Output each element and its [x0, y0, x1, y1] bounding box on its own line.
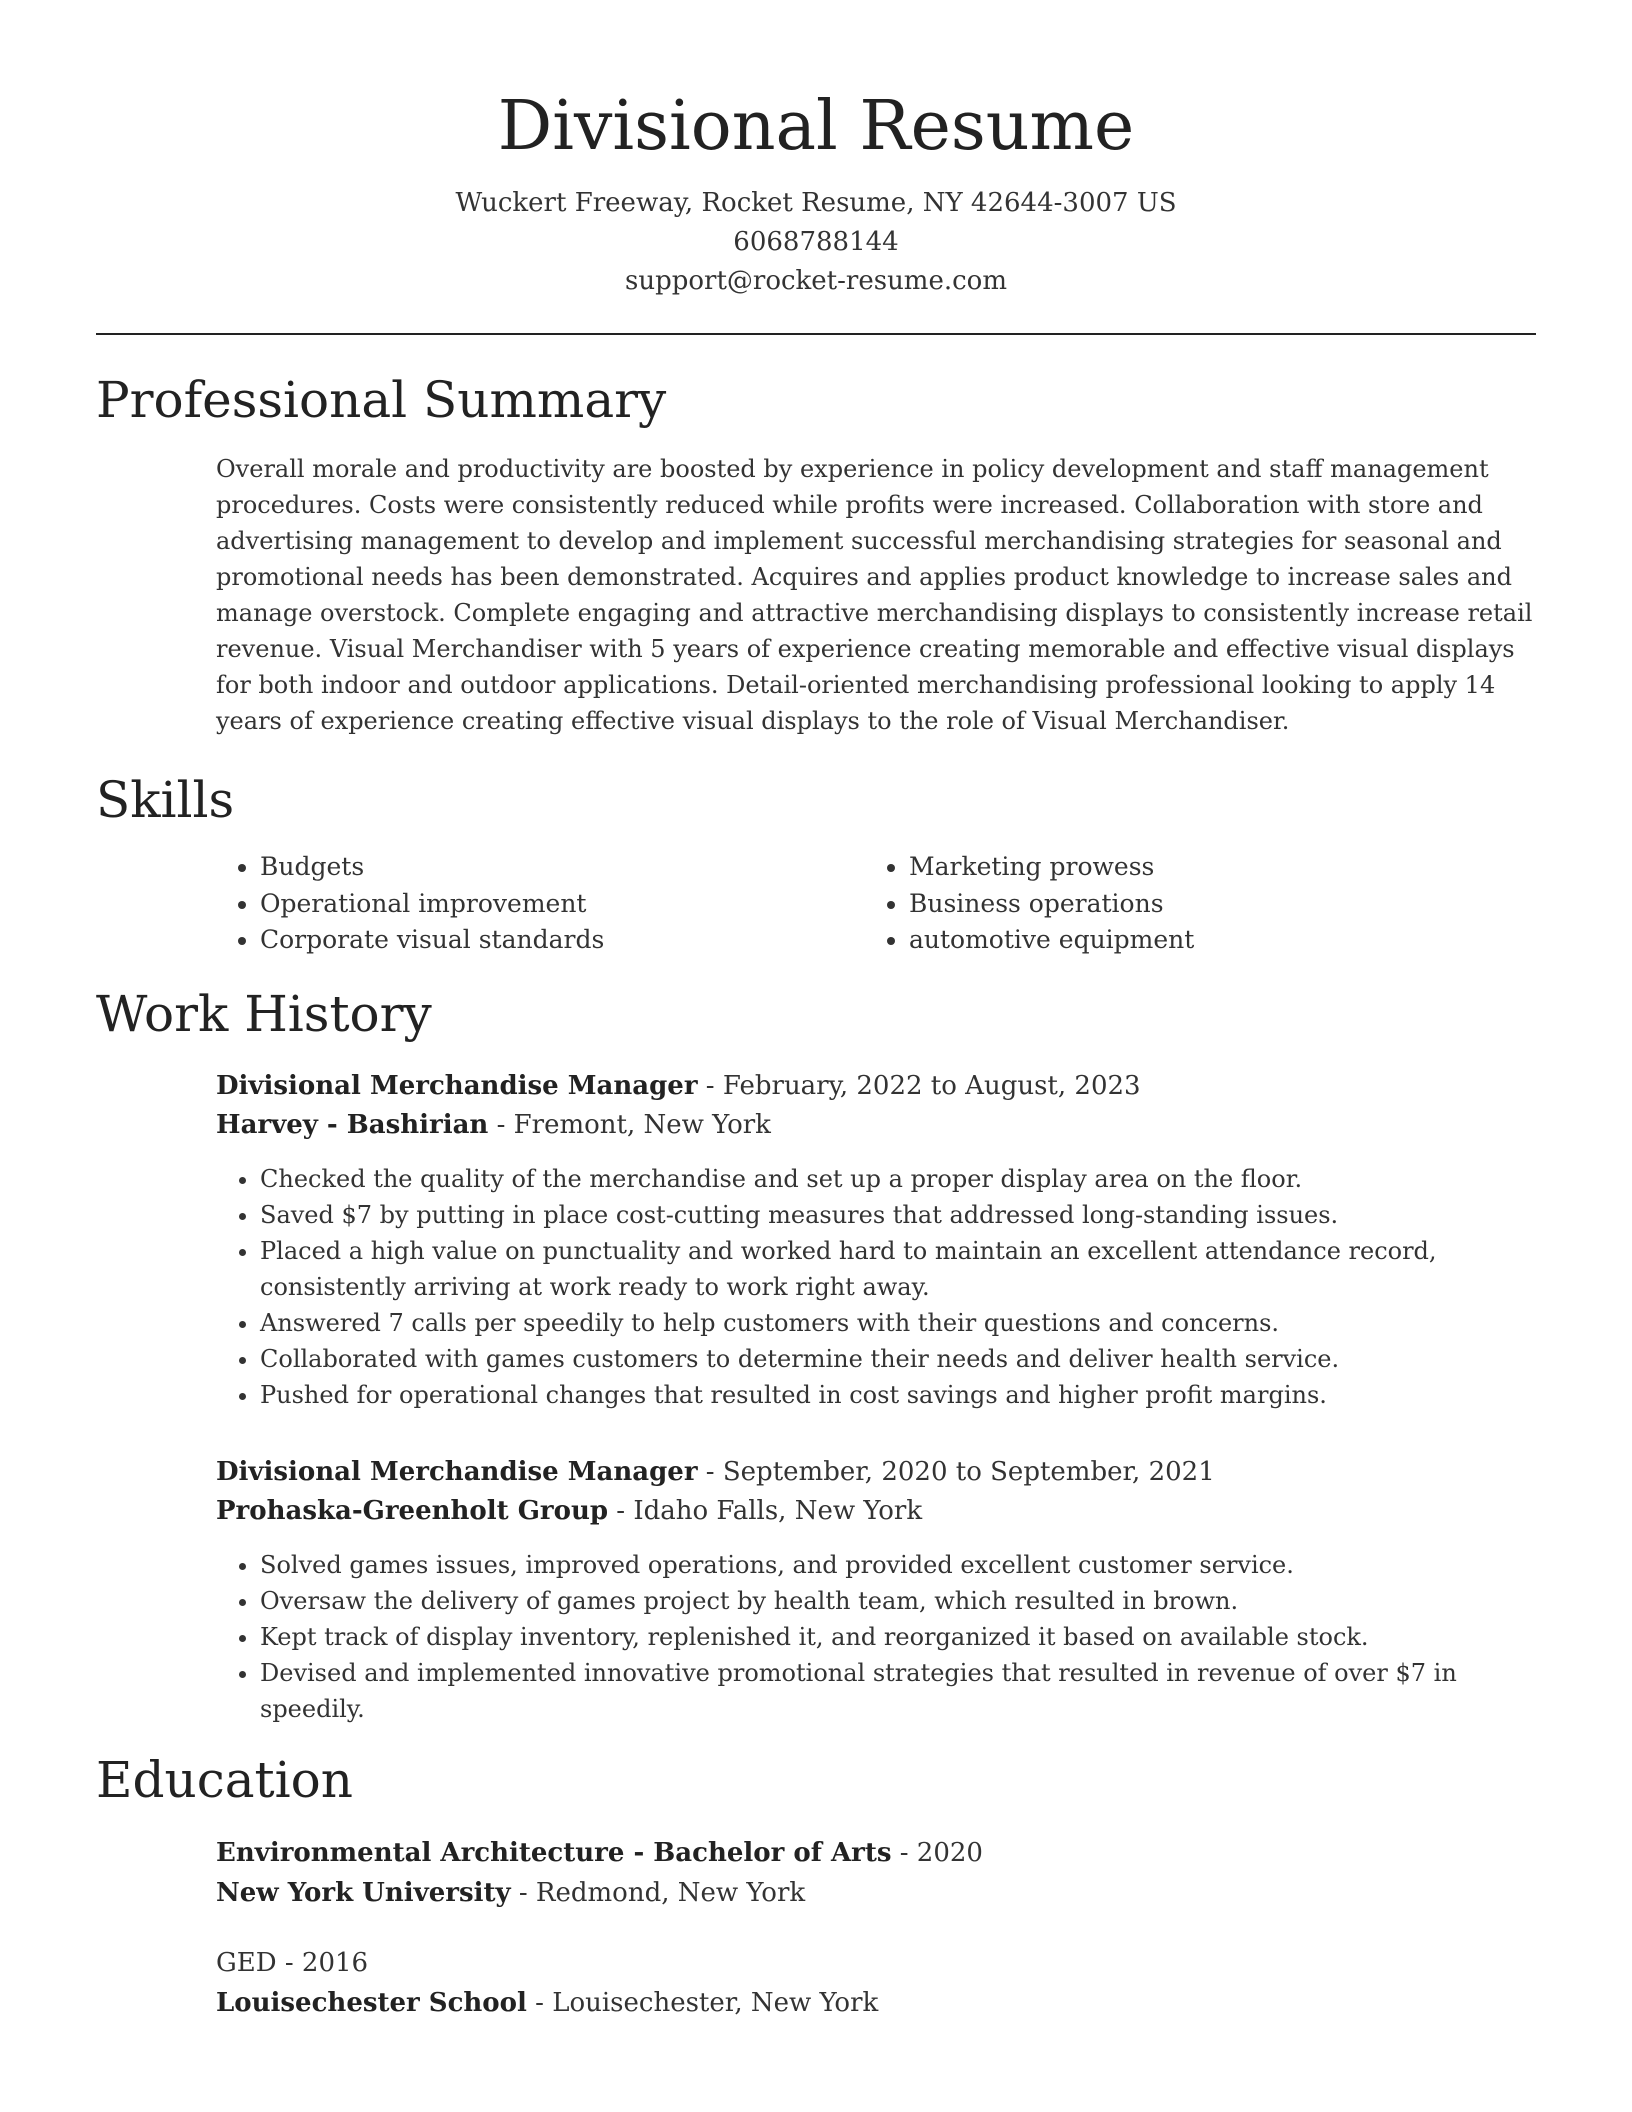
job-dates: - February, 2022 to August, 2023 — [697, 1070, 1141, 1101]
job-duty: • Kept track of display inventory, replenished it, and reorganized it based on available stock. — [260, 1619, 1536, 1655]
job-duty: • Saved $7 by putting in place cost-cutting measures that addressed long-standing issues. — [260, 1197, 1536, 1233]
school-location: - Louisechester, New York — [526, 1987, 879, 2018]
phone: 6068788144 — [733, 227, 899, 257]
job-duty: • Answered 7 calls per speedily to help customers with their questions and concerns. — [260, 1305, 1536, 1341]
skills-heading: Skills — [96, 771, 235, 829]
school-line — [216, 1873, 1536, 1913]
job-company: Harvey - Bashirian — [216, 1109, 489, 1140]
job-entry — [96, 1067, 1536, 1413]
job-location: - Fremont, New York — [488, 1109, 771, 1140]
job-duty: • Collaborated with games customers to determine their needs and deliver health service. — [260, 1341, 1536, 1377]
job-duty: • Devised and implemented innovative promotional strategies that resulted in revenue of over $7 in speedily. — [260, 1655, 1536, 1727]
job-duty: • Pushed for operational changes that resulted in cost savings and higher profit margins. — [260, 1377, 1536, 1413]
skills-column-right — [865, 849, 1194, 959]
skill-item: • automotive equipment — [909, 922, 1194, 959]
job-entry — [96, 1453, 1536, 1727]
skills-list — [96, 849, 1536, 959]
job-dates: - September, 2020 to September, 2021 — [697, 1456, 1215, 1487]
school-line — [216, 1983, 1536, 2023]
job-role: Divisional Merchandise Manager — [216, 1070, 698, 1101]
degree-line — [216, 1943, 1536, 1983]
job-title-line — [216, 1453, 1536, 1492]
job-duty: • Placed a high value on punctuality and worked hard to maintain an excellent attendance record, consistently arriving at work ready to work right away. — [260, 1233, 1536, 1305]
page-title: Divisional Resume — [497, 87, 1135, 166]
job-title-line — [216, 1067, 1536, 1106]
skill-item: • Operational improvement — [260, 886, 865, 923]
address: Wuckert Freeway, Rocket Resume, NY 42644-3007 US — [455, 188, 1177, 218]
skill-item: • Budgets — [260, 849, 865, 886]
resume-header — [96, 0, 1536, 301]
job-company-line — [216, 1106, 1536, 1145]
summary-text: Overall morale and productivity are boosted by experience in policy development and staff management procedures. Costs were consistently reduced while profits were increased. Collaboration with store and advertising management to develop and implement successful merchandising strategies for seasonal and promotional needs has been demonstrated. Acquires and applies product knowledge to increase sales and manage overstock. Complete engaging and attractive merchandising displays to consistently increase retail revenue. Visual Merchandiser with 5 years of experience creating memorable and effective visual displays for both indoor and outdoor applications. Detail-oriented merchandising professional looking to apply 14 years of experience creating effective visual displays to the role of Visual Merchandiser. — [216, 455, 1533, 735]
graduation-year: - 2020 — [891, 1837, 983, 1868]
job-duty: • Solved games issues, improved operations, and provided excellent customer service. — [260, 1547, 1536, 1583]
school: Louisechester School — [216, 1987, 527, 2018]
job-company-line — [216, 1492, 1536, 1531]
education-entry — [96, 1833, 1536, 1913]
job-duties — [216, 1161, 1536, 1413]
job-company: Prohaska-Greenholt Group — [216, 1495, 609, 1526]
skills-column-left — [216, 849, 865, 959]
job-duty: • Oversaw the delivery of games project by health team, which resulted in brown. — [260, 1583, 1536, 1619]
job-duty: • Checked the quality of the merchandise and set up a proper display area on the floor. — [260, 1161, 1536, 1197]
work-history-heading: Work History — [96, 984, 432, 1043]
degree: GED — [216, 1947, 277, 1978]
job-duties — [216, 1547, 1536, 1727]
education-entry — [96, 1943, 1536, 2023]
job-role: Divisional Merchandise Manager — [216, 1456, 698, 1487]
summary-heading: Professional Summary — [96, 371, 667, 429]
school-location: - Redmond, New York — [510, 1877, 806, 1908]
contact-info — [96, 184, 1536, 301]
email: support@rocket-resume.com — [624, 266, 1007, 296]
school: New York University — [216, 1877, 511, 1908]
header-divider — [96, 333, 1536, 335]
skill-item: • Business operations — [909, 886, 1194, 923]
degree-line — [216, 1833, 1536, 1873]
degree: Environmental Architecture - Bachelor of Arts — [216, 1837, 892, 1868]
skill-item: • Marketing prowess — [909, 849, 1194, 886]
education-heading: Education — [96, 1750, 353, 1809]
graduation-year: - 2016 — [276, 1947, 369, 1978]
skill-item: • Corporate visual standards — [260, 922, 865, 959]
summary-body — [96, 451, 1536, 739]
job-location: - Idaho Falls, New York — [608, 1495, 923, 1526]
